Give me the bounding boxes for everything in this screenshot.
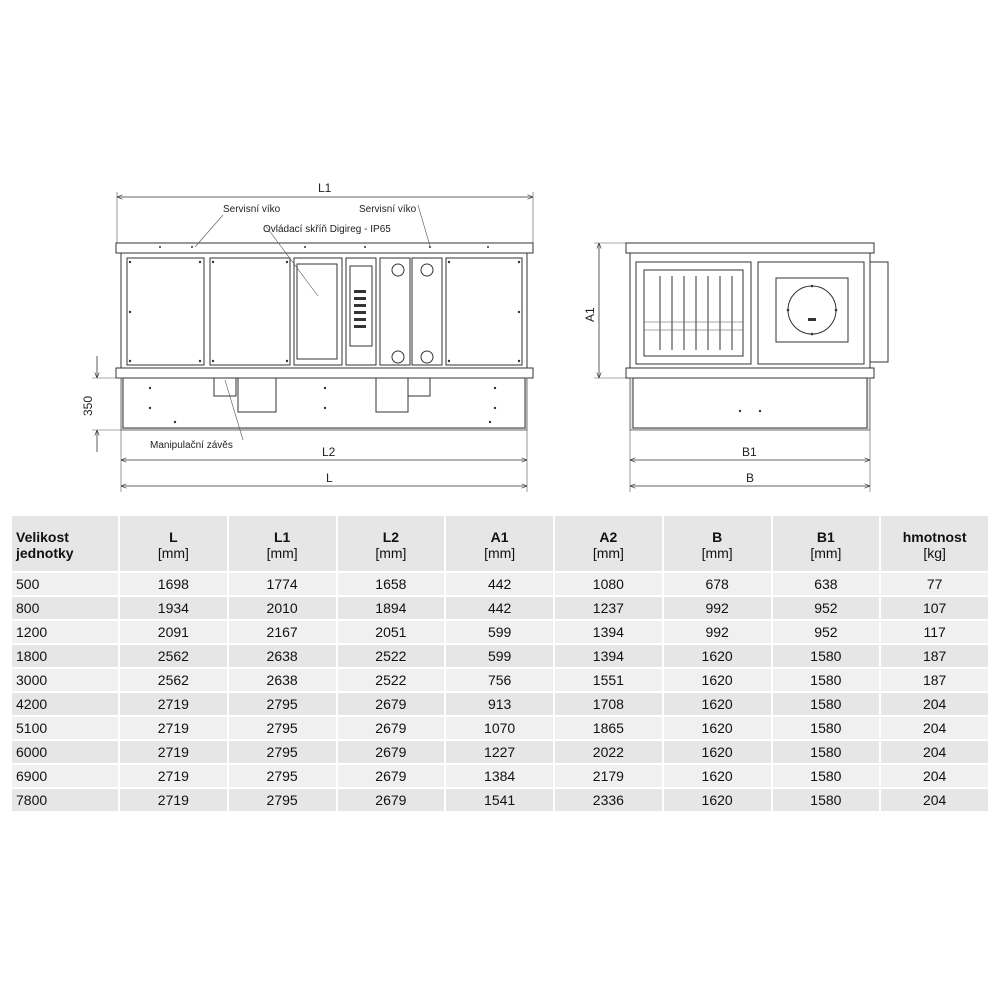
- cell-B: 992: [664, 597, 771, 619]
- cell-A1: 599: [446, 621, 553, 643]
- cell-weight: 204: [881, 693, 988, 715]
- cell-B1: 638: [773, 573, 880, 595]
- col-header-size-line2: jednotky: [16, 545, 74, 561]
- cell-L: 2091: [120, 621, 227, 643]
- table-row: [12, 765, 988, 787]
- cell-weight: 204: [881, 717, 988, 739]
- col-header-A2: [555, 516, 662, 571]
- cell-A1: 1541: [446, 789, 553, 811]
- cell-L2: 2679: [338, 693, 445, 715]
- cell-L2: 2679: [338, 789, 445, 811]
- cell-L1: 2167: [229, 621, 336, 643]
- cell-B: 1620: [664, 765, 771, 787]
- col-header-size-line1: Velikost: [16, 529, 69, 545]
- col-header-L2-unit: [mm]: [375, 545, 407, 561]
- cell-A1: 913: [446, 693, 553, 715]
- col-header-B1-name: B1: [816, 529, 835, 545]
- table-row: [12, 789, 988, 811]
- cell-L1: 2638: [229, 645, 336, 667]
- table-row: [12, 621, 988, 643]
- cell-size: 800: [12, 597, 118, 619]
- col-header-L: [120, 516, 227, 571]
- cell-L: 2719: [120, 765, 227, 787]
- cell-L1: 2795: [229, 693, 336, 715]
- col-header-B-name: B: [712, 529, 723, 545]
- col-header-weight: [881, 516, 988, 571]
- cell-L1: 2010: [229, 597, 336, 619]
- cell-A2: 2022: [555, 741, 662, 763]
- cell-B1: 952: [773, 597, 880, 619]
- cell-weight: 77: [881, 573, 988, 595]
- cell-A1: 1070: [446, 717, 553, 739]
- cell-L2: 2679: [338, 765, 445, 787]
- cell-B1: 1580: [773, 669, 880, 691]
- cell-A1: 442: [446, 573, 553, 595]
- cell-size: 1800: [12, 645, 118, 667]
- cell-B1: 1580: [773, 741, 880, 763]
- table-row: [12, 597, 988, 619]
- col-header-B: [664, 516, 771, 571]
- cell-L2: 2679: [338, 717, 445, 739]
- cell-weight: 187: [881, 669, 988, 691]
- cell-A2: 1551: [555, 669, 662, 691]
- cell-L1: 2795: [229, 789, 336, 811]
- cell-L2: 2522: [338, 669, 445, 691]
- col-header-B-unit: [mm]: [701, 545, 733, 561]
- table-row: [12, 693, 988, 715]
- cell-A2: 1708: [555, 693, 662, 715]
- cell-L2: 1658: [338, 573, 445, 595]
- label-service-lid-right: Servisní víko: [359, 204, 417, 215]
- cell-weight: 107: [881, 597, 988, 619]
- cell-weight: 117: [881, 621, 988, 643]
- col-header-L1: [229, 516, 336, 571]
- cell-L: 1934: [120, 597, 227, 619]
- col-header-A2-name: A2: [599, 529, 618, 545]
- col-header-L2: [338, 516, 445, 571]
- cell-B1: 1580: [773, 693, 880, 715]
- cell-size: 5100: [12, 717, 118, 739]
- cell-L2: 2522: [338, 645, 445, 667]
- cell-L2: 2051: [338, 621, 445, 643]
- cell-B1: 1580: [773, 645, 880, 667]
- cell-L1: 2795: [229, 765, 336, 787]
- cell-A1: 442: [446, 597, 553, 619]
- cell-L: 1698: [120, 573, 227, 595]
- dim-label-L2: L2: [322, 445, 336, 459]
- col-header-L2-name: L2: [382, 529, 400, 545]
- dim-label-L: L: [326, 471, 333, 485]
- cell-B: 1620: [664, 717, 771, 739]
- cell-weight: 204: [881, 789, 988, 811]
- cell-size: 3000: [12, 669, 118, 691]
- cell-L: 2562: [120, 669, 227, 691]
- cell-A1: 756: [446, 669, 553, 691]
- table-row: [12, 669, 988, 691]
- col-header-size: [12, 516, 118, 571]
- cell-size: 6000: [12, 741, 118, 763]
- table-row: [12, 741, 988, 763]
- col-header-weight-unit: [kg]: [923, 545, 946, 561]
- cell-B1: 1580: [773, 717, 880, 739]
- cell-B: 678: [664, 573, 771, 595]
- cell-size: 500: [12, 573, 118, 595]
- cell-B: 992: [664, 621, 771, 643]
- col-header-weight-name: hmotnost: [902, 529, 967, 545]
- label-control-box: Ovládací skříň Digireg - IP65: [263, 224, 391, 235]
- cell-weight: 204: [881, 765, 988, 787]
- cell-B: 1620: [664, 789, 771, 811]
- cell-A2: 2336: [555, 789, 662, 811]
- cell-L2: 1894: [338, 597, 445, 619]
- col-header-L1-unit: [mm]: [266, 545, 298, 561]
- cell-B: 1620: [664, 741, 771, 763]
- col-header-A1-name: A1: [490, 529, 509, 545]
- dim-label-L1: L1: [318, 181, 332, 195]
- cell-B: 1620: [664, 693, 771, 715]
- col-header-A1-unit: [mm]: [484, 545, 516, 561]
- cell-size: 4200: [12, 693, 118, 715]
- table-header-row: [12, 516, 988, 571]
- cell-L: 2719: [120, 717, 227, 739]
- table-row: [12, 573, 988, 595]
- dim-label-A1: A1: [583, 307, 597, 322]
- label-service-lid-left: Servisní víko: [223, 204, 281, 215]
- cell-A2: 1080: [555, 573, 662, 595]
- cell-L1: 2795: [229, 717, 336, 739]
- col-header-B1-unit: [mm]: [810, 545, 842, 561]
- cell-A2: 1237: [555, 597, 662, 619]
- cell-size: 1200: [12, 621, 118, 643]
- cell-A2: 1394: [555, 621, 662, 643]
- col-header-B1: [773, 516, 880, 571]
- dimensions-table: [10, 514, 990, 813]
- cell-A1: 599: [446, 645, 553, 667]
- cell-size: 7800: [12, 789, 118, 811]
- cell-L1: 2638: [229, 669, 336, 691]
- cell-A1: 1227: [446, 741, 553, 763]
- dim-label-350: 350: [81, 395, 95, 416]
- table-body: [12, 573, 988, 811]
- col-header-A2-unit: [mm]: [592, 545, 624, 561]
- cell-weight: 187: [881, 645, 988, 667]
- cell-A2: 1865: [555, 717, 662, 739]
- cell-L1: 1774: [229, 573, 336, 595]
- table-row: [12, 717, 988, 739]
- cell-L: 2562: [120, 645, 227, 667]
- col-header-L-unit: [mm]: [157, 545, 189, 561]
- cell-B: 1620: [664, 669, 771, 691]
- front-view: [583, 243, 888, 492]
- cell-A1: 1384: [446, 765, 553, 787]
- side-view: [81, 181, 533, 492]
- cell-A2: 1394: [555, 645, 662, 667]
- cell-L: 2719: [120, 693, 227, 715]
- cell-B1: 1580: [773, 765, 880, 787]
- col-header-L-name: L: [169, 529, 178, 545]
- cell-size: 6900: [12, 765, 118, 787]
- cell-A2: 2179: [555, 765, 662, 787]
- cell-L: 2719: [120, 741, 227, 763]
- cell-weight: 204: [881, 741, 988, 763]
- label-damper: Manipulační závěs: [150, 440, 233, 451]
- col-header-L1-name: L1: [273, 529, 291, 545]
- cell-B1: 952: [773, 621, 880, 643]
- cell-L1: 2795: [229, 741, 336, 763]
- dim-label-B1: B1: [742, 445, 757, 459]
- table-row: [12, 645, 988, 667]
- cell-L: 2719: [120, 789, 227, 811]
- cell-B: 1620: [664, 645, 771, 667]
- dim-label-B: B: [746, 471, 755, 485]
- cell-B1: 1580: [773, 789, 880, 811]
- col-header-A1: [446, 516, 553, 571]
- cell-L2: 2679: [338, 741, 445, 763]
